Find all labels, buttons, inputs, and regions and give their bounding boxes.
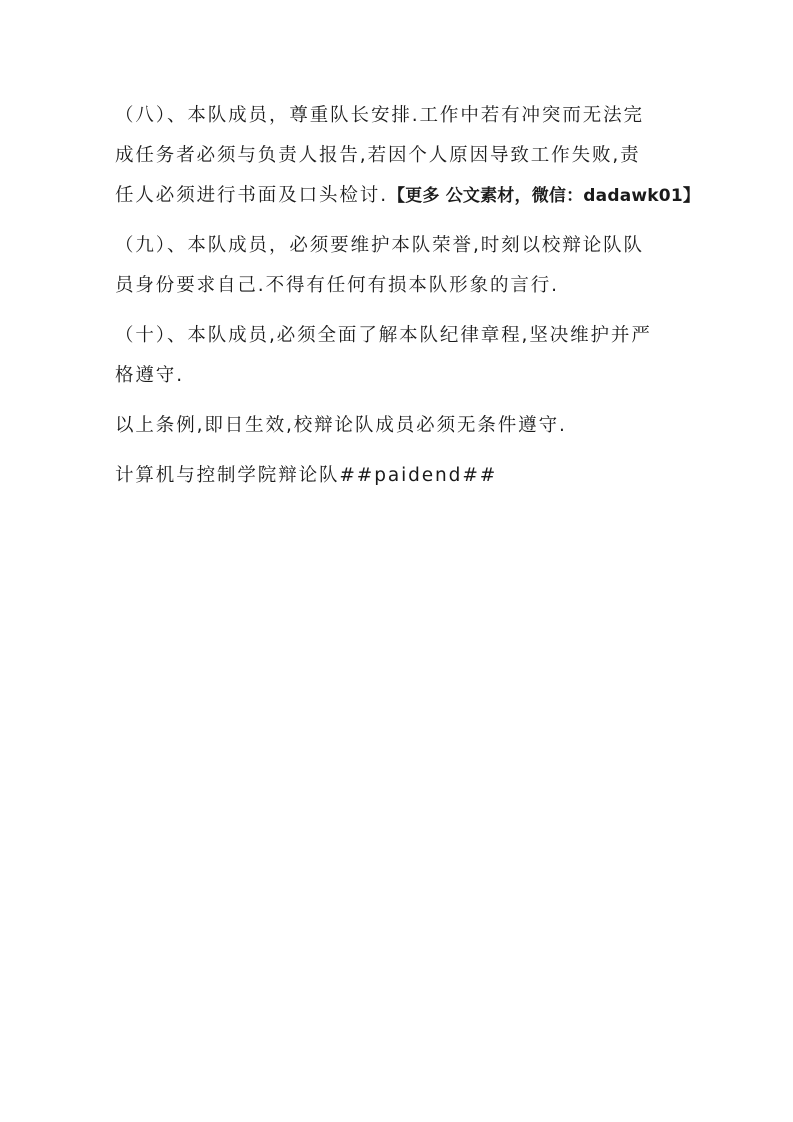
signature-line: 计算机与控制学院辩论队##paidend##	[115, 465, 498, 486]
text-line	[115, 176, 701, 216]
document-body	[115, 96, 701, 506]
text-line: （十）、本队成员,必须全面了解本队纪律章程,坚决维护并严	[115, 325, 652, 346]
text-line: 格遵守.	[115, 365, 184, 386]
text-line: 员身份要求自己.不得有任何有损本队形象的言行.	[115, 275, 559, 296]
text-line: 成任务者必须与负责人报告,若因个人原因导致工作失败,责	[115, 145, 641, 166]
text-line: （八）、本队成员，尊重队长安排.工作中若有冲突而无法完	[115, 105, 644, 126]
text-line: （九）、本队成员，必须要维护本队荣誉,时刻以校辩论队队	[115, 235, 644, 256]
paragraph-signature	[115, 456, 690, 496]
text-line-segment: 任人必须进行书面及口头检讨.	[115, 185, 388, 206]
text-line: 以上条例,即日生效,校辩论队成员必须无条件遵守.	[115, 415, 567, 436]
paragraph-rule-10	[115, 316, 690, 396]
promo-note: 【更多 公文素材，微信：dadawk01】	[387, 186, 701, 206]
paragraph-rule-9	[115, 226, 690, 306]
paragraph-rule-8	[115, 96, 701, 216]
paragraph-effective-notice	[115, 406, 690, 446]
